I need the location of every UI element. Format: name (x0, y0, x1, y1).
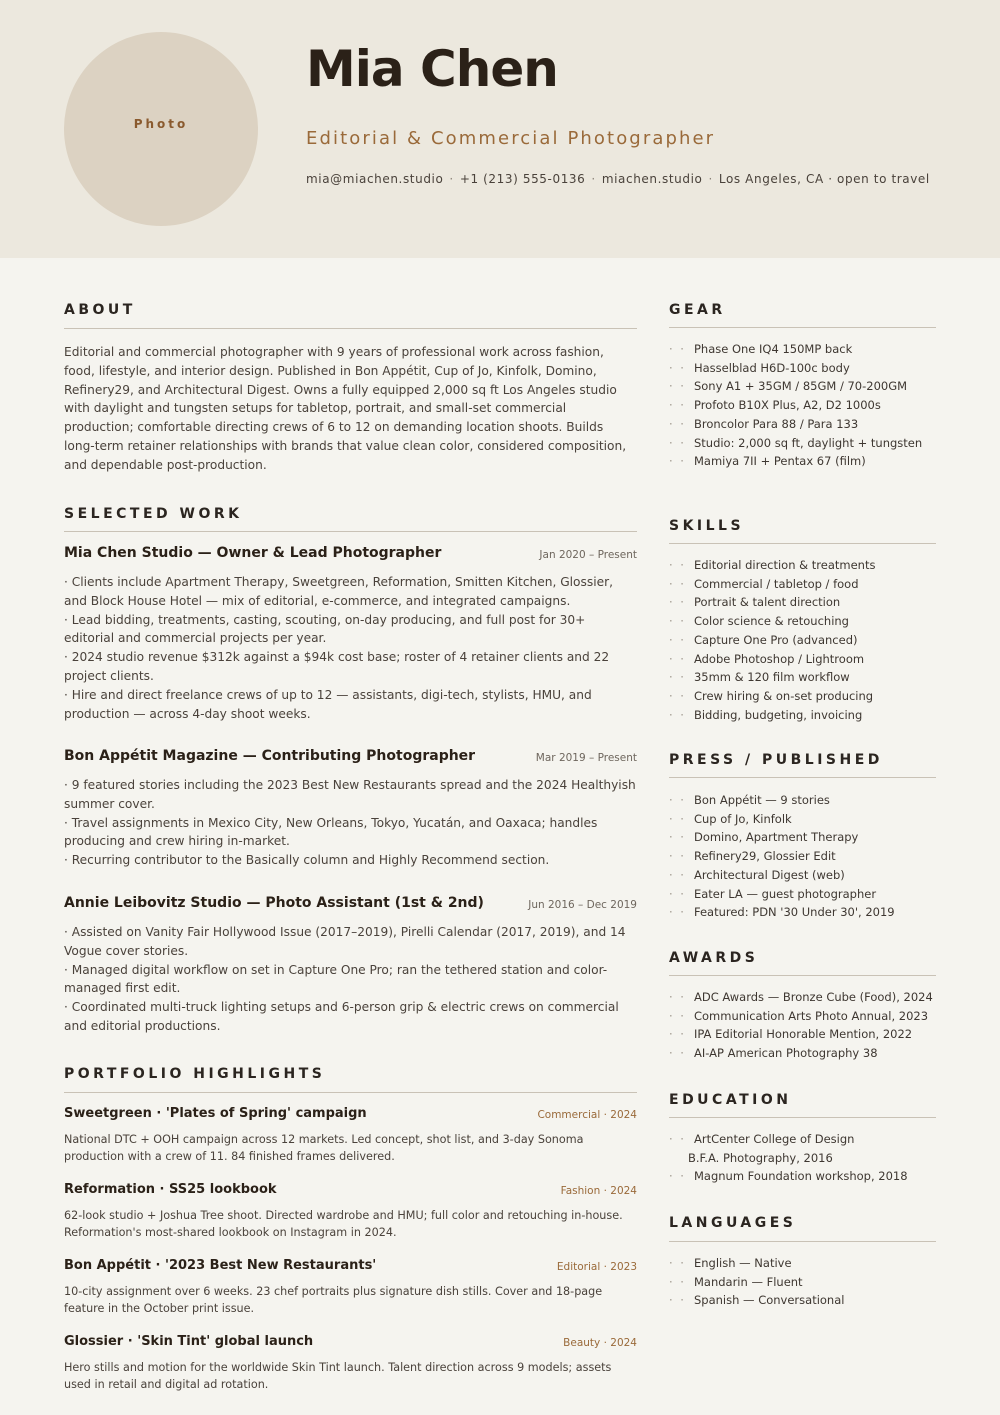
list-item (669, 434, 959, 453)
list-item-text: Bon Appétit — 9 stories (693, 793, 830, 807)
gear-list (669, 340, 959, 471)
header (0, 0, 1000, 258)
list-item (669, 828, 959, 847)
skills-heading: SKILLS (669, 518, 745, 534)
list-item-text: IPA Editorial Honorable Mention, 2022 (693, 1027, 913, 1042)
list-item-text: Architectural Digest (web) (693, 867, 845, 882)
section-divider (669, 327, 936, 328)
list-item (669, 1149, 959, 1168)
list-item (669, 847, 959, 866)
job-bullets (64, 573, 637, 723)
list-item-text: Capture One Pro (advanced) (693, 632, 858, 647)
list-item-text: English — Native (693, 1256, 792, 1270)
portfolio-item-header (64, 1106, 637, 1124)
job-bullets (64, 776, 637, 870)
list-item (669, 650, 959, 669)
job-bullet: · Clients include Apartment Therapy, Sweetgreen, Reformation, Smitten Kitchen, Glossier, and Block House Hotel — mix of editorial, e-commerce, and integrated campaigns. (64, 575, 613, 608)
list-item-text: Commercial / tabletop / food (693, 576, 859, 591)
bullet-glyph: · · (669, 398, 686, 413)
list-item (669, 396, 959, 415)
bullet-glyph: · · (669, 1293, 686, 1308)
list-item-text: Communication Arts Photo Annual, 2023 (693, 1008, 929, 1023)
portfolio-item-tag: Fashion · 2024 (560, 1185, 637, 1197)
list-item (669, 631, 959, 650)
section-divider (669, 1117, 936, 1118)
list-item-text: Mamiya 7II + Pentax 67 (film) (693, 454, 866, 469)
list-item (669, 1044, 959, 1063)
bullet-glyph: · · (669, 867, 686, 882)
contact-email[interactable]: mia@miachen.studio (306, 172, 444, 186)
job-bullets (64, 923, 637, 1036)
section-divider (669, 975, 936, 976)
contact-phone[interactable]: +1 (213) 555-0136 (459, 172, 586, 186)
job-bullet: · Recurring contributor to the Basically column and Highly Recommend section. (64, 853, 550, 868)
job-entry-header (64, 545, 637, 565)
education-school: ArtCenter College of Design (693, 1132, 855, 1146)
list-item (669, 668, 959, 687)
bullet-glyph: · · (669, 558, 686, 572)
portfolio-item-title: Bon Appétit · '2023 Best New Restaurants' (64, 1258, 377, 1273)
portfolio-item-header (64, 1334, 637, 1352)
list-item-text: Crew hiring & on-set producing (693, 688, 874, 703)
list-item-text: Phase One IQ4 150MP back (693, 342, 853, 356)
list-item (669, 593, 959, 612)
profile-photo-placeholder (64, 32, 258, 226)
job-bullet: · Coordinated multi-truck lighting setups and 6-person grip & electric crews on commercial and editorial productions. (64, 1000, 619, 1033)
list-item (669, 1007, 959, 1026)
portfolio-item-header (64, 1258, 637, 1276)
list-item-text: Hasselblad H6D-100c body (693, 360, 850, 375)
bullet-glyph: · · (669, 416, 686, 431)
bullet-glyph: · · (669, 360, 686, 375)
list-item (669, 706, 959, 725)
list-item (669, 988, 959, 1007)
section-divider (64, 328, 637, 329)
portfolio-item-title: Glossier · 'Skin Tint' global launch (64, 1334, 314, 1349)
selected-work-heading: SELECTED WORK (64, 506, 243, 522)
job-bullet: · Lead bidding, treatments, casting, scouting, on-day producing, and full post for 30+ editorial and commercial projects per year. (64, 612, 586, 646)
bullet-glyph: · · (669, 811, 686, 826)
job-title-subheading: Editorial & Commercial Photographer (306, 128, 716, 149)
list-item-text: Spanish — Conversational (693, 1293, 845, 1308)
list-item (669, 687, 959, 706)
languages-heading: LANGUAGES (669, 1215, 797, 1231)
job-bullet: · Hire and direct freelance crews of up to 12 — assistants, digi-tech, stylists, HMU, and production — across 4-day shoot weeks. (64, 687, 592, 721)
job-bullet: · Travel assignments in Mexico City, New Orleans, Tokyo, Yucatán, and Oaxaca; handles producing and crew hiring in-market. (64, 815, 598, 849)
portfolio-item-tag: Beauty · 2024 (563, 1337, 637, 1349)
list-item (669, 1167, 959, 1186)
photo-label: Photo (133, 116, 189, 131)
education-list (669, 1130, 959, 1186)
list-item (669, 556, 959, 575)
list-item-text: Refinery29, Glossier Edit (693, 849, 836, 864)
job-bullet: · 9 featured stories including the 2023 Best New Restaurants spread and the 2024 Healthyish summer cover. (64, 778, 636, 811)
bullet-glyph: · · (669, 1008, 686, 1023)
list-item-text: AI-AP American Photography 38 (693, 1046, 878, 1061)
list-item (669, 1025, 959, 1044)
list-item-text: Bidding, budgeting, invoicing (693, 707, 863, 722)
list-item (669, 377, 959, 396)
awards-heading: AWARDS (669, 950, 759, 966)
bullet-glyph: · · (669, 688, 686, 703)
job-entry-header (64, 895, 637, 915)
list-item-text: Mandarin — Fluent (693, 1274, 803, 1289)
bullet-glyph: · · (669, 1132, 686, 1146)
list-item-text: Eater LA — guest photographer (693, 886, 877, 901)
portfolio-item-title: Reformation · SS25 lookbook (64, 1182, 277, 1197)
list-item (669, 791, 959, 810)
skills-list (669, 556, 959, 724)
list-item-text: ADC Awards — Bronze Cube (Food), 2024 (693, 990, 933, 1004)
portfolio-item-desc: 10-city assignment over 6 weeks. 23 chef portraits plus signature dish stills. Cover and 18-page feature in the October print issue. (64, 1285, 603, 1315)
bullet-glyph: · · (669, 342, 686, 356)
education-workshop: Magnum Foundation workshop, 2018 (693, 1169, 908, 1184)
job-bullet: · 2024 studio revenue $312k against a $94k cost base; roster of 4 retainer clients and 22 project clients. (64, 650, 610, 683)
bullet-glyph: · · (669, 435, 686, 450)
bullet-glyph: · · (669, 990, 686, 1004)
job-entry-header (64, 748, 637, 768)
list-item (669, 885, 959, 904)
bullet-glyph: · · (669, 905, 686, 920)
bullet-glyph: · · (669, 1046, 686, 1061)
bullet-glyph: · · (669, 1274, 686, 1289)
list-item-text: Cup of Jo, Kinfolk (693, 811, 792, 826)
list-item (669, 1273, 959, 1292)
section-divider (64, 1092, 637, 1093)
bullet-glyph: · · (669, 670, 686, 685)
job-bullet: · Managed digital workflow on set in Capture One Pro; ran the tethered station and color-managed first edit. (64, 962, 608, 996)
list-item (669, 359, 959, 378)
list-item (669, 903, 959, 922)
contact-location: Los Angeles, CA · open to travel (718, 172, 930, 186)
bullet-glyph: · · (669, 849, 686, 864)
list-item (669, 1254, 959, 1273)
job-title: Mia Chen Studio — Owner & Lead Photographer (64, 545, 442, 561)
bullet-glyph: · · (669, 454, 686, 469)
contact-separator: · (591, 172, 596, 186)
list-item-text: Profoto B10X Plus, A2, D2 1000s (693, 398, 881, 413)
list-item-text: 35mm & 120 film workflow (693, 670, 850, 685)
portfolio-item-tag: Editorial · 2023 (556, 1261, 637, 1273)
gear-heading: GEAR (669, 302, 726, 318)
contact-separator: · (449, 172, 454, 186)
bullet-glyph: · · (669, 614, 686, 629)
bullet-glyph: · · (669, 707, 686, 722)
bullet-glyph: · · (669, 576, 686, 591)
bullet-glyph: · · (669, 886, 686, 901)
list-item-text: Editorial direction & treatments (693, 558, 876, 572)
list-item-text: Studio: 2,000 sq ft, daylight + tungsten (693, 435, 923, 450)
press-list (669, 791, 959, 922)
list-item (669, 1130, 959, 1149)
portfolio-item-header (64, 1182, 637, 1200)
section-divider (669, 543, 936, 544)
job-title: Bon Appétit Magazine — Contributing Photographer (64, 748, 476, 764)
portfolio-item-desc: Hero stills and motion for the worldwide Skin Tint launch. Talent direction across 9 models; assets used in retail and digital ad rotation. (64, 1361, 612, 1391)
list-item-text: Color science & retouching (693, 614, 849, 629)
portfolio-item-title: Sweetgreen · 'Plates of Spring' campaign (64, 1106, 367, 1121)
awards-list (669, 988, 959, 1063)
list-item-text: Domino, Apartment Therapy (693, 830, 859, 845)
contact-line (306, 172, 930, 186)
section-divider (669, 777, 936, 778)
job-date: Mar 2019 – Present (535, 752, 637, 764)
section-divider (64, 531, 637, 532)
job-title: Annie Leibovitz Studio — Photo Assistant (1st & 2nd) (64, 895, 484, 911)
bullet-glyph: · · (669, 1169, 686, 1184)
name-heading: Mia Chen (306, 40, 558, 98)
bullet-glyph: · · (669, 379, 686, 394)
portfolio-item-desc: National DTC + OOH campaign across 12 markets. Led concept, shot list, and 3-day Sonoma production with a crew of 11. 84 finished frames delivered. (64, 1133, 584, 1163)
contact-separator: · (708, 172, 713, 186)
job-date: Jun 2016 – Dec 2019 (528, 899, 637, 911)
list-item (669, 612, 959, 631)
list-item (669, 810, 959, 829)
list-item (669, 452, 959, 471)
bullet-glyph: · · (669, 595, 686, 610)
about-heading: ABOUT (64, 302, 136, 318)
list-item-text: Featured: PDN '30 Under 30', 2019 (693, 905, 895, 920)
bullet-glyph: · · (669, 793, 686, 807)
list-item (669, 575, 959, 594)
bullet-glyph: · · (669, 1256, 686, 1270)
portfolio-item-desc: 62-look studio + Joshua Tree shoot. Directed wardrobe and HMU; full color and retouching in-house. Reformation's most-shared lookbook on Instagram in 2024. (64, 1209, 623, 1239)
list-item (669, 866, 959, 885)
list-item-text: Broncolor Para 88 / Para 133 (693, 416, 859, 431)
portfolio-item-tag: Commercial · 2024 (537, 1109, 637, 1121)
job-date: Jan 2020 – Present (539, 549, 637, 561)
bullet-glyph: · · (669, 632, 686, 647)
bullet-glyph: · · (669, 651, 686, 666)
bullet-glyph: · · (669, 1027, 686, 1042)
education-degree: B.F.A. Photography, 2016 (688, 1150, 833, 1165)
press-heading: PRESS / PUBLISHED (669, 752, 883, 768)
list-item (669, 415, 959, 434)
portfolio-heading: PORTFOLIO HIGHLIGHTS (64, 1066, 326, 1082)
list-item-text: Portrait & talent direction (693, 595, 841, 610)
list-item (669, 1291, 959, 1310)
section-divider (669, 1241, 936, 1242)
education-heading: EDUCATION (669, 1092, 792, 1108)
contact-website[interactable]: miachen.studio (601, 172, 703, 186)
list-item-text: Sony A1 + 35GM / 85GM / 70-200GM (693, 379, 908, 394)
languages-list (669, 1254, 959, 1310)
about-text: Editorial and commercial photographer with 9 years of professional work across fashion, food, lifestyle, and interior design. Published in Bon Appétit, Cup of Jo, Kinfolk, Domino, Refinery29, and Architectural Digest. Owns a fully equipped 2,000 sq ft Los Angeles studio with daylight and tungsten setups for tabletop, portrait, and small-set commercial production; comfortable directing crews of 6 to 12 on demanding location shoots. Builds long-term retainer relationships with brands that value clean color, considered composition, and dependable post-production. (64, 345, 627, 472)
list-item-text: Adobe Photoshop / Lightroom (693, 651, 865, 666)
job-bullet: · Assisted on Vanity Fair Hollywood Issue (2017–2019), Pirelli Calendar (2017, 2019), and 14 Vogue cover stories. (64, 925, 626, 958)
list-item (669, 340, 959, 359)
bullet-glyph: · · (669, 830, 686, 845)
